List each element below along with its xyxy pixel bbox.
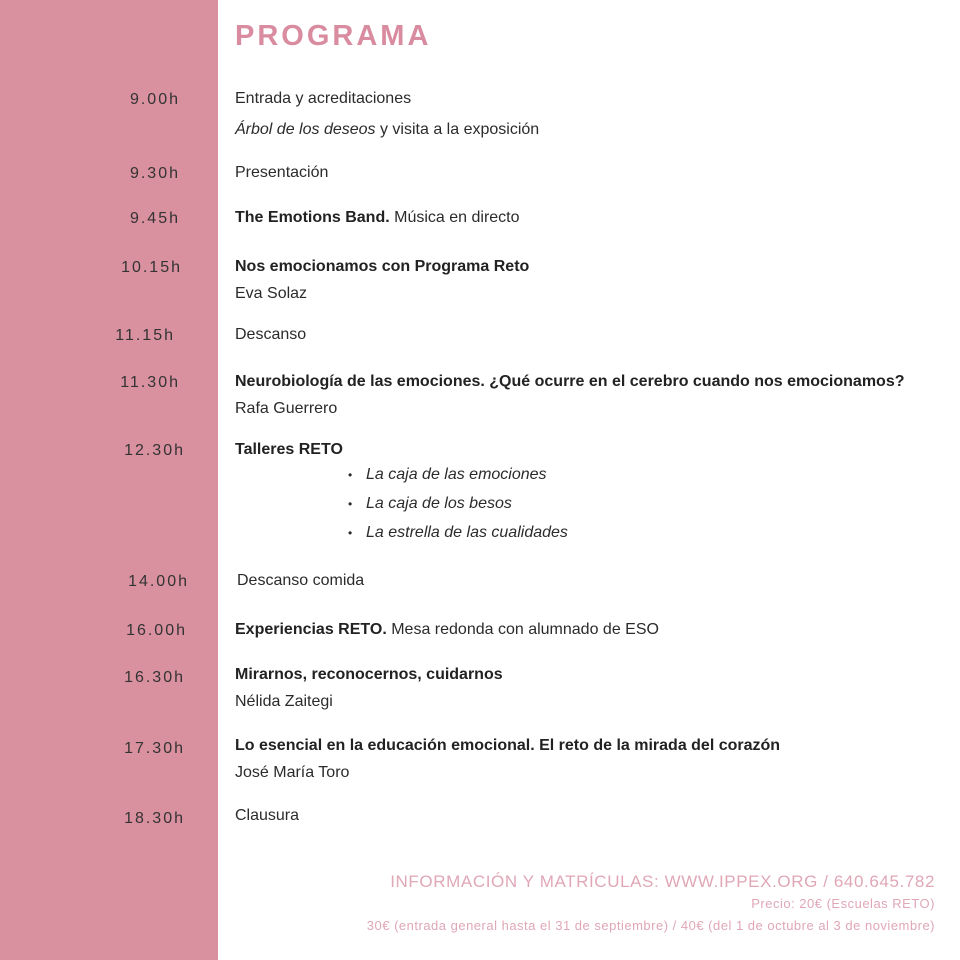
info-contact-line: INFORMACIÓN Y MATRÍCULAS: WWW.IPPEX.ORG / 640.645.782 [390, 872, 935, 891]
activity-title: Experiencias RETO. [235, 621, 387, 638]
time-label: 16.30h [124, 669, 185, 686]
activity-title: Lo esencial en la educación emocional. El reto de la mirada del corazón [235, 737, 781, 754]
price-line: Precio: 20€ (Escuelas RETO) [751, 896, 935, 911]
time-label: 9.45h [129, 210, 180, 227]
activity-text: Clausura [235, 807, 300, 824]
activity-subtext [235, 121, 539, 139]
time-label: 17.30h [124, 740, 185, 757]
activity-rest: Mesa redonda con alumnado de ESO [386, 621, 659, 638]
time-label: 11.30h [120, 374, 180, 391]
activity-text [235, 621, 659, 639]
activity-title: Neurobiología de las emociones. ¿Qué ocurre en el cerebro cuando nos emocionamos? [235, 373, 905, 390]
activity-rest: y visita a la exposición [375, 121, 540, 138]
activity-text: Descanso [235, 326, 307, 343]
workshop-item: • La estrella de las cualidades [350, 524, 568, 542]
time-label: 11.15h [115, 327, 175, 344]
activity-text: Entrada y acreditaciones [235, 90, 412, 107]
time-label: 9.30h [129, 165, 180, 182]
speaker-name: Rafa Guerrero [235, 400, 338, 417]
workshop-item: • La caja de los besos [350, 495, 512, 513]
activity-title: Nos emocionamos con Programa Reto [235, 258, 530, 275]
time-label: 16.00h [126, 622, 187, 639]
activity-text: Descanso comida [237, 572, 365, 589]
activity-title: Mirarnos, reconocernos, cuidarnos [235, 666, 503, 683]
page-title: PROGRAMA [235, 20, 432, 52]
time-label: 14.00h [128, 573, 189, 590]
time-label: 18.30h [124, 810, 185, 827]
activity-title: The Emotions Band. [235, 209, 390, 226]
time-label: 9.00h [129, 91, 180, 108]
workshop-item: • La caja de las emociones [350, 466, 547, 484]
speaker-name: Eva Solaz [235, 285, 308, 302]
time-label: 10.15h [121, 259, 182, 276]
activity-text: Presentación [235, 164, 329, 181]
activity-rest: Música en directo [389, 209, 520, 226]
speaker-name: Nélida Zaitegi [235, 693, 333, 710]
activity-text [235, 209, 520, 227]
activity-italic: Árbol de los deseos [235, 121, 376, 138]
speaker-name: José María Toro [235, 764, 350, 781]
time-label: 12.30h [124, 442, 185, 459]
activity-title: Talleres RETO [235, 441, 343, 458]
price-details-line: 30€ (entrada general hasta el 31 de septiembre) / 40€ (del 1 de octubre al 3 de noviembre) [366, 918, 935, 933]
